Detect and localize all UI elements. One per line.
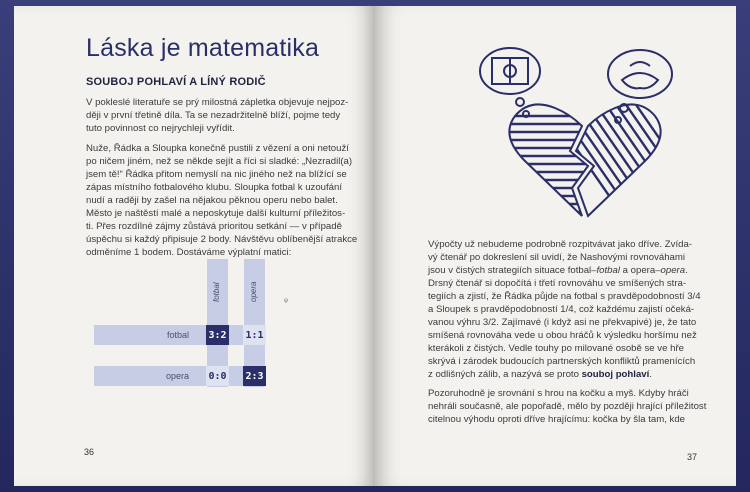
paragraph-intro	[86, 96, 348, 135]
left-page	[14, 6, 375, 486]
text-line: a Sloupek s pravděpodobností 1/4, což každému zajistí očeká-	[428, 304, 695, 315]
text-line: vanou výhru 3/2. Zajímavé (i když asi ne překvapivé) je, že tato	[428, 317, 697, 328]
text-line: nehráli současně, ale popořadě, mělo by později hrající příležitost	[428, 401, 707, 412]
text-line: po ničem jiném, než se někde sejít a říci si sladké: „Nezradil(a)	[86, 156, 353, 167]
text-line: tuto povinnost co nejrychleji vyřídit.	[86, 123, 235, 134]
text-line: zápas místního fotbalového klubu. Sloupka fotbal k uzoufání	[86, 182, 343, 193]
text-line: jsem tě!“ Řádka přitom nemyslí na nic jiného než na blížící se	[86, 169, 347, 180]
text-line: Drsný čtenář si dopočítá i třetí rovnováhu ve smíšených stra-	[428, 278, 687, 289]
text-line: V pokleslé literatuře se prý milostná zápletka objevuje nejpoz-	[86, 97, 349, 108]
text-line: citelnou výhodu oproti dříve hrajícímu: kočka by šla tam, kde	[428, 414, 686, 425]
text-line: z odlišných zálib, a nazývá se proto	[428, 369, 582, 380]
text-fragment: a opera–	[620, 265, 661, 276]
paragraph-story	[86, 142, 357, 259]
text-line: jsou v čistých strategiích situace fotbal–	[428, 265, 597, 276]
text-line: ději v první třetině díla. Ta se nezadržitelně blíží, pojme tedy	[86, 110, 341, 121]
text-line: smíšená rovnováha vede u obou hráčů k výsledku horšímu než	[428, 330, 697, 341]
football-pitch-icon	[480, 48, 540, 117]
text-line: kterákoli z čistých. Vedle touhy po milované osobě se ve hře	[428, 343, 684, 354]
bold-term: souboj pohlaví	[581, 369, 650, 380]
text-line: ti. Přes rozdílné zájmy zůstává prioritou setkání — v případě	[86, 221, 342, 232]
text-line: Výpočty už nebudeme podrobně rozpitvávat jako dříve. Zvída-	[428, 239, 692, 250]
matrix-cell: 0:0	[206, 366, 229, 386]
text-line: úspěchu si každý připisuje 2 body. Návštěvu oblíbenější atrakce	[86, 234, 358, 245]
pencil-mark: ᵠ	[284, 296, 288, 306]
page-title: Láska je matematika	[86, 34, 320, 62]
broken-heart-icon	[490, 96, 700, 221]
paragraph-equilibria	[428, 238, 701, 381]
text-fragment: .	[649, 369, 652, 380]
paragraph-cat-mouse	[428, 387, 706, 426]
column-header-opera: opera	[249, 281, 258, 302]
matrix-cell: 1:1	[243, 325, 266, 345]
text-line: vý čtenář po dokreslení sil uvidí, že Nashovými rovnováhami	[428, 252, 686, 263]
matrix-cell: 2:3	[243, 366, 266, 386]
row-header-fotbal: fotbal	[166, 330, 189, 340]
row-header-opera: opera	[165, 371, 189, 381]
text-line: Nuže, Řádka a Sloupka konečně pustili z vězení a oni netouží	[86, 143, 349, 154]
italic-term: fotbal	[596, 265, 620, 276]
text-line: Město je naštěstí malé a neposkytuje další kulturní příležitos-	[86, 208, 346, 219]
page-number: 36	[84, 447, 95, 457]
text-line: tegiích a zjistí, že Řádka půjde na fotbal s pravděpodobností 3/4	[428, 291, 701, 302]
text-line: Pozoruhodně je srovnání s hrou na kočku a myš. Kdyby hráči	[428, 388, 689, 399]
section-subtitle: SOUBOJ POHLAVÍ A LÍNÝ RODIČ	[86, 76, 266, 88]
text-line: skrývá i zárodek budoucích partnerských konfliktů pramenících	[428, 356, 696, 367]
text-line: odměníme 1 bodem. Dostáváme výplatní matici:	[86, 247, 292, 258]
text-line: nudí a raději by zašel na nějakou pěknou operu nebo balet.	[86, 195, 338, 206]
illustration	[470, 36, 700, 221]
page-number: 37	[687, 452, 698, 462]
column-header-fotbal: fotbal	[212, 282, 221, 302]
matrix-cell: 3:2	[206, 325, 229, 345]
italic-term: opera	[660, 265, 686, 276]
right-page	[375, 6, 736, 486]
text-fragment: .	[685, 265, 688, 276]
